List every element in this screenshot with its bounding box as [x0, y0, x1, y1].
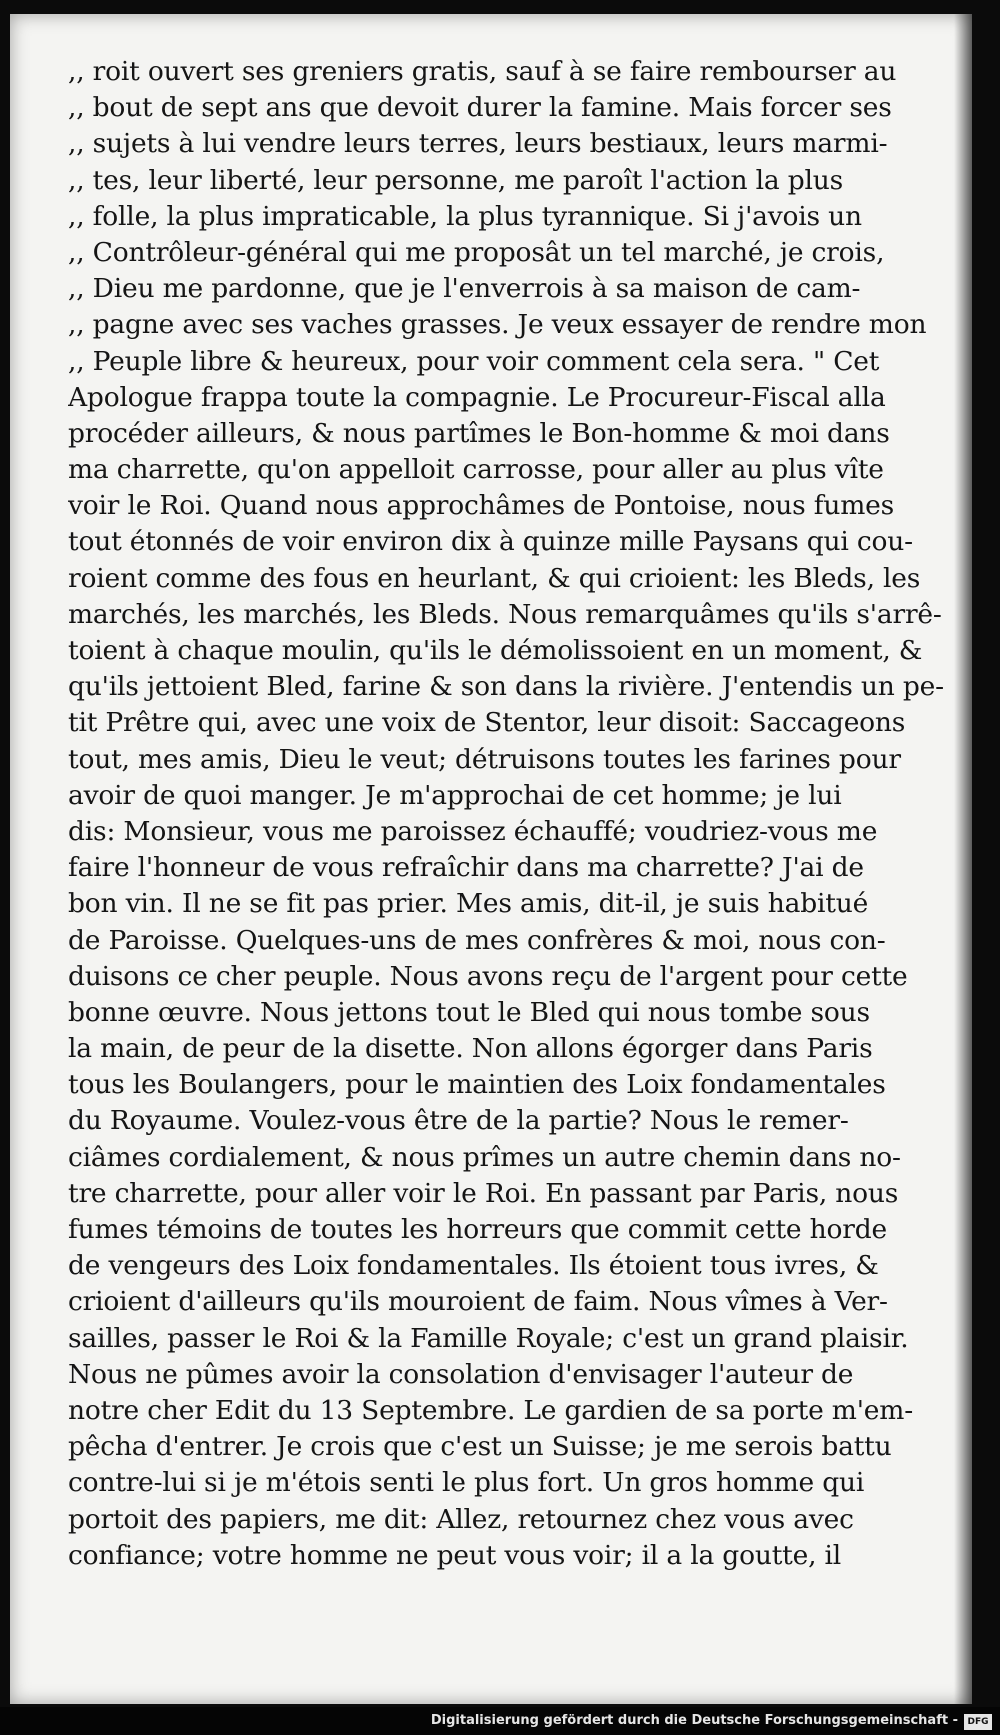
text-line: qu'ils jettoient Bled, farine & son dans la rivière. J'entendis un pe-	[68, 671, 944, 703]
text-line: ,, tes, leur liberté, leur personne, me paroît l'action la plus	[68, 164, 843, 196]
text-line: pêcha d'entrer. Je crois que c'est un Suisse; je me serois battu	[68, 1431, 892, 1463]
text-line: marchés, les marchés, les Bleds. Nous remarquâmes qu'ils s'arrê-	[68, 598, 942, 630]
text-line: ,, Peuple libre & heureux, pour voir comment cela sera. " Cet	[68, 345, 880, 377]
text-line: tout, mes amis, Dieu le veut; détruisons toutes les farines pour	[68, 743, 901, 775]
text-line: tit Prêtre qui, avec une voix de Stentor, leur disoit: Saccageons	[68, 707, 906, 739]
binding-shadow	[954, 14, 972, 1704]
text-line: ,, roit ouvert ses greniers gratis, sauf à se faire rembourser au	[68, 56, 897, 87]
text-line: contre-lui si je m'étois senti le plus fort. Un gros homme qui	[68, 1467, 865, 1499]
text-line: duisons ce cher peuple. Nous avons reçu de l'argent pour cette	[68, 960, 908, 992]
text-line: voir le Roi. Quand nous approchâmes de Pontoise, nous fumes	[68, 490, 895, 522]
text-line: du Royaume. Voulez-vous être de la partie? Nous le remer-	[68, 1105, 849, 1137]
text-line: tre charrette, pour aller voir le Roi. En passant par Paris, nous	[68, 1177, 899, 1209]
page-text-block	[68, 54, 972, 1574]
text-line: tout étonnés de voir environ dix à quinze mille Paysans qui cou-	[68, 526, 913, 558]
text-line: ,, pagne avec ses vaches grasses. Je veux essayer de rendre mon	[68, 309, 927, 341]
text-line: Nous ne pûmes avoir la consolation d'envisager l'auteur de	[68, 1358, 854, 1390]
text-line: confiance; votre homme ne peut vous voir; il a la goutte, il	[68, 1539, 842, 1571]
text-line: dis: Monsieur, vous me paroissez échauffé; voudriez-vous me	[68, 815, 878, 847]
text-line: portoit des papiers, me dit: Allez, retournez chez vous avec	[68, 1503, 854, 1535]
text-line: faire l'honneur de vous refraîchir dans ma charrette? J'ai de	[68, 852, 864, 884]
text-line: avoir de quoi manger. Je m'approchai de cet homme; je lui	[68, 779, 842, 811]
footer-bar	[0, 1707, 1000, 1735]
text-line: fumes témoins de toutes les horreurs que commit cette horde	[68, 1214, 887, 1245]
text-line: sailles, passer le Roi & la Famille Royale; c'est un grand plaisir.	[68, 1322, 909, 1354]
text-line: Apologue frappa toute la compagnie. Le Procureur-Fiscal alla	[68, 381, 886, 413]
text-line: ,, Contrôleur-général qui me proposât un tel marché, je crois,	[68, 236, 885, 268]
text-line: ,, bout de sept ans que devoit durer la famine. Mais forcer ses	[68, 92, 892, 124]
text-line: de Paroisse. Quelques-uns de mes confrères & moi, nous con-	[68, 924, 886, 956]
text-line: de vengeurs des Loix fondamentales. Ils étoient tous ivres, &	[68, 1250, 879, 1282]
dfg-logo-icon: DFG	[964, 1714, 992, 1730]
text-line: bonne œuvre. Nous jettons tout le Bled qui nous tombe sous	[68, 996, 870, 1028]
text-line: crioient d'ailleurs qu'ils mouroient de faim. Nous vîmes à Ver-	[68, 1286, 888, 1318]
text-line: ,, Dieu me pardonne, que je l'enverrois à sa maison de cam-	[68, 273, 861, 305]
text-line: tous les Boulangers, pour le maintien des Loix fondamentales	[68, 1069, 886, 1101]
text-line: notre cher Edit du 13 Septembre. Le gardien de sa porte m'em-	[68, 1394, 913, 1426]
text-line: roient comme des fous en heurlant, & qui crioient: les Bleds, les	[68, 562, 921, 594]
book-page	[10, 14, 972, 1704]
text-line: ,, folle, la plus impraticable, la plus tyrannique. Si j'avois un	[68, 200, 862, 232]
text-line: procéder ailleurs, & nous partîmes le Bon-homme & moi dans	[68, 417, 890, 449]
digitization-credit: Digitalisierung gefördert durch die Deutsche Forschungsgemeinschaft -	[430, 1713, 958, 1728]
text-line: ciâmes cordialement, & nous prîmes un autre chemin dans no-	[68, 1141, 901, 1173]
text-line: ma charrette, qu'on appelloit carrosse, pour aller au plus vîte	[68, 454, 884, 486]
text-line: toient à chaque moulin, qu'ils le démolissoient en un moment, &	[68, 635, 923, 666]
text-line: la main, de peur de la disette. Non allons égorger dans Paris	[68, 1033, 873, 1065]
text-line: ,, sujets à lui vendre leurs terres, leurs bestiaux, leurs marmi-	[68, 128, 888, 160]
text-line: bon vin. Il ne se fit pas prier. Mes amis, dit-il, je suis habitué	[68, 888, 869, 920]
